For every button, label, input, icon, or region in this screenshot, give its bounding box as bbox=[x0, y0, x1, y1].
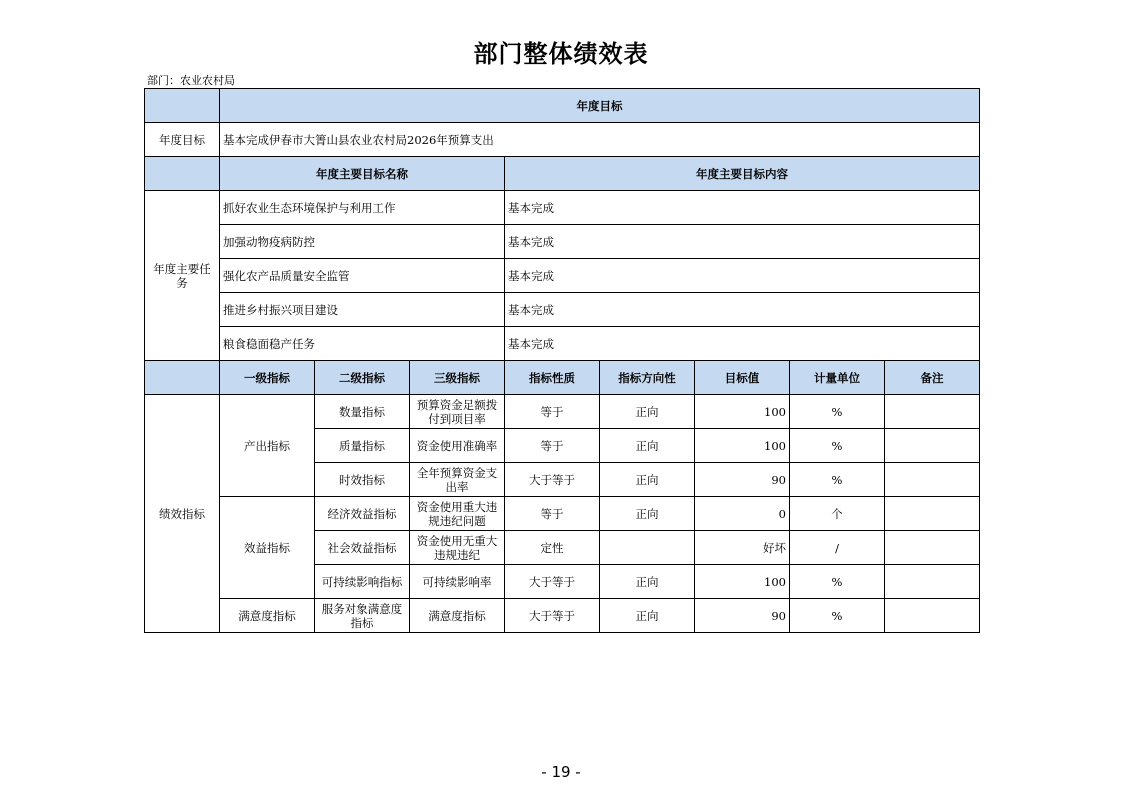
main-tasks-label: 年度主要任务 bbox=[145, 191, 220, 361]
target-value: 0 bbox=[695, 497, 790, 531]
task-name: 强化农产品质量安全监管 bbox=[220, 259, 505, 293]
indicator-direction: 正向 bbox=[600, 395, 695, 429]
column-header: 指标性质 bbox=[505, 361, 600, 395]
task-name: 推进乡村振兴项目建设 bbox=[220, 293, 505, 327]
measure-unit: % bbox=[790, 395, 885, 429]
measure-unit: 个 bbox=[790, 497, 885, 531]
level3-indicator: 预算资金足额拨付到项目率 bbox=[410, 395, 505, 429]
table-row bbox=[145, 497, 980, 531]
measure-unit: % bbox=[790, 429, 885, 463]
note bbox=[885, 429, 980, 463]
level2-indicator: 服务对象满意度指标 bbox=[315, 599, 410, 633]
task-name: 加强动物疫病防控 bbox=[220, 225, 505, 259]
target-value: 100 bbox=[695, 429, 790, 463]
note bbox=[885, 497, 980, 531]
task-content: 基本完成 bbox=[505, 259, 980, 293]
measure-unit: % bbox=[790, 599, 885, 633]
target-value: 100 bbox=[695, 565, 790, 599]
table-row bbox=[145, 259, 980, 293]
column-header: 一级指标 bbox=[220, 361, 315, 395]
page-number: - 19 - bbox=[541, 763, 581, 781]
task-name-header: 年度主要目标名称 bbox=[220, 157, 505, 191]
note bbox=[885, 565, 980, 599]
table-row bbox=[145, 395, 980, 429]
level1-indicator: 产出指标 bbox=[220, 395, 315, 497]
level3-indicator: 可持续影响率 bbox=[410, 565, 505, 599]
table-row bbox=[145, 191, 980, 225]
table-row bbox=[145, 599, 980, 633]
column-header: 二级指标 bbox=[315, 361, 410, 395]
indicator-nature: 等于 bbox=[505, 395, 600, 429]
task-content-header: 年度主要目标内容 bbox=[505, 157, 980, 191]
indicator-direction: 正向 bbox=[600, 599, 695, 633]
level3-indicator: 满意度指标 bbox=[410, 599, 505, 633]
table-row bbox=[145, 293, 980, 327]
measure-unit: / bbox=[790, 531, 885, 565]
column-header: 三级指标 bbox=[410, 361, 505, 395]
column-header: 计量单位 bbox=[790, 361, 885, 395]
level2-indicator: 经济效益指标 bbox=[315, 497, 410, 531]
table-row bbox=[145, 89, 980, 123]
column-header: 备注 bbox=[885, 361, 980, 395]
target-value: 100 bbox=[695, 395, 790, 429]
header-blank-cell bbox=[145, 157, 220, 191]
level1-indicator: 满意度指标 bbox=[220, 599, 315, 633]
table-row bbox=[145, 123, 980, 157]
measure-unit: % bbox=[790, 463, 885, 497]
level3-indicator: 资金使用重大违规违纪问题 bbox=[410, 497, 505, 531]
level2-indicator: 时效指标 bbox=[315, 463, 410, 497]
task-name: 粮食稳面稳产任务 bbox=[220, 327, 505, 361]
indicator-nature: 等于 bbox=[505, 429, 600, 463]
target-value: 90 bbox=[695, 463, 790, 497]
indicator-direction: 正向 bbox=[600, 497, 695, 531]
note bbox=[885, 599, 980, 633]
task-content: 基本完成 bbox=[505, 293, 980, 327]
table-row bbox=[145, 157, 980, 191]
note bbox=[885, 531, 980, 565]
task-content: 基本完成 bbox=[505, 225, 980, 259]
level2-indicator: 可持续影响指标 bbox=[315, 565, 410, 599]
table-row bbox=[145, 361, 980, 395]
measure-unit: % bbox=[790, 565, 885, 599]
level2-indicator: 社会效益指标 bbox=[315, 531, 410, 565]
header-blank-cell bbox=[145, 361, 220, 395]
indicator-nature: 等于 bbox=[505, 497, 600, 531]
annual-goal-header: 年度目标 bbox=[220, 89, 980, 123]
indicator-direction: 正向 bbox=[600, 463, 695, 497]
annual-goal-label: 年度目标 bbox=[145, 123, 220, 157]
column-header: 目标值 bbox=[695, 361, 790, 395]
task-name: 抓好农业生态环境保护与利用工作 bbox=[220, 191, 505, 225]
annual-goal-value: 基本完成伊春市大箐山县农业农村局2026年预算支出 bbox=[220, 123, 980, 157]
target-value: 90 bbox=[695, 599, 790, 633]
level3-indicator: 全年预算资金支出率 bbox=[410, 463, 505, 497]
level3-indicator: 资金使用无重大违规违纪 bbox=[410, 531, 505, 565]
department-label: 部门：农业农村局 bbox=[147, 74, 235, 87]
table-row bbox=[145, 327, 980, 361]
column-header: 指标方向性 bbox=[600, 361, 695, 395]
task-content: 基本完成 bbox=[505, 191, 980, 225]
note bbox=[885, 463, 980, 497]
indicator-direction bbox=[600, 531, 695, 565]
table-row bbox=[145, 225, 980, 259]
level3-indicator: 资金使用准确率 bbox=[410, 429, 505, 463]
indicator-nature: 大于等于 bbox=[505, 599, 600, 633]
performance-table bbox=[144, 88, 980, 633]
level1-indicator: 效益指标 bbox=[220, 497, 315, 599]
header-blank-cell bbox=[145, 89, 220, 123]
page-title: 部门整体绩效表 bbox=[473, 40, 649, 68]
level2-indicator: 数量指标 bbox=[315, 395, 410, 429]
indicator-nature: 大于等于 bbox=[505, 463, 600, 497]
task-content: 基本完成 bbox=[505, 327, 980, 361]
level2-indicator: 质量指标 bbox=[315, 429, 410, 463]
indicators-label: 绩效指标 bbox=[145, 395, 220, 633]
indicator-direction: 正向 bbox=[600, 565, 695, 599]
indicator-nature: 大于等于 bbox=[505, 565, 600, 599]
note bbox=[885, 395, 980, 429]
indicator-direction: 正向 bbox=[600, 429, 695, 463]
target-value: 好坏 bbox=[695, 531, 790, 565]
indicator-nature: 定性 bbox=[505, 531, 600, 565]
